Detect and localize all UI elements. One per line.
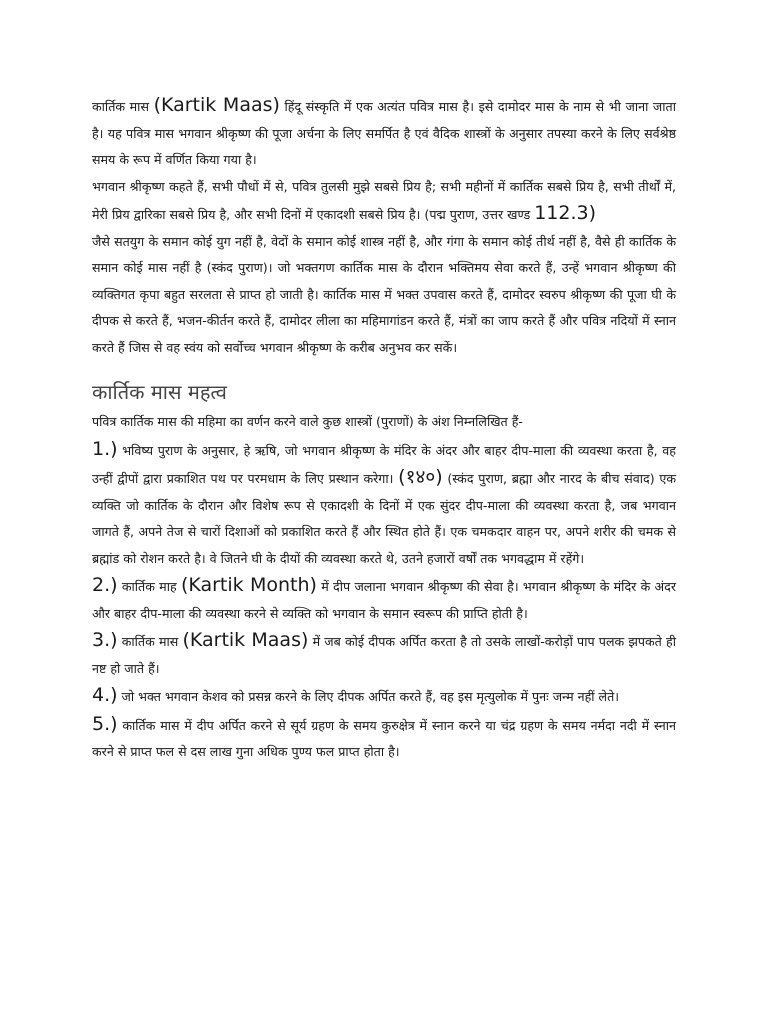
item-text: कार्तिक मास में दीप अर्पित करने से सूर्य ग्रहण के समय कुरुक्षेत्र में स्नान करने या चंद्र ग्रहण के समय नर्मदा नदी में स्नान करने से प्राप्त फल से दस लाख गुना अधिक पुण्य फल प्राप्त होता है। <box>92 717 676 759</box>
item-text: कार्तिक माह <box>117 579 181 594</box>
lead-text: पवित्र कार्तिक मास की महिमा का वर्णन करने वाले कुछ शास्त्रों (पुराणों) के अंश निम्नलिखित हैं- <box>92 414 523 429</box>
item-number: 4.) <box>92 684 118 706</box>
item-reference: (१४०) <box>398 466 443 488</box>
list-item <box>92 627 676 682</box>
section-lead <box>92 409 676 436</box>
latin-term: (Kartik Maas) <box>182 629 309 651</box>
intro-paragraph-1 <box>92 92 676 174</box>
intro-text: जैसे सतयुग के समान कोई युग नहीं है, वेदों के समान कोई शास्त्र नहीं है, और गंगा के समान कोई तीर्थ नहीं है, वैसे ही कार्तिक के समान कोई मास नहीं है (स्कंद पुराण)। जो भक्तगण कार्तिक मास के दौरान भक्तिमय सेवा करते हैं, उन्हें भगवान श्रीकृष्ण की व्यक्तिगत कृपा बहुत सरलता से प्राप्त हो जाती है। कार्तिक मास में भक्त उपवास करते हैं, दामोदर स्वरुप श्रीकृष्ण की पूजा घी के दीपक से करते हैं, भजन-कीर्तन करते हैं, दामोदर लीला का महिमागांडन करते हैं, मंत्रों का जाप करते हैं और पवित्र नदियों में स्नान करते हैं जिस से वह स्वंय को सर्वोच्च भगवान श्रीकृष्ण के करीब अनुभव कर सकें। <box>92 233 676 355</box>
item-number: 2.) <box>92 574 118 596</box>
item-text: कार्तिक मास <box>117 634 183 649</box>
item-text: भविष्य पुराण के अनुसार, हे ऋषि, जो भगवान श्रीकृष्ण के मंदिर के अंदर और बाहर दीप-माला की व्यवस्था करता है, वह उन्हीं द्वीपों द्वारा प्रकाशित पथ पर परमधाम के लिए प्रस्थान करेगा। <box>92 442 676 486</box>
section-heading: कार्तिक मास महत्व <box>92 380 227 404</box>
item-text: में जब कोई दीपक अर्पित करता है तो उसके लाखों-करोड़ों पाप पलक झपकते ही नष्ट हो जाते हैं। <box>92 634 676 676</box>
item-text: में दीप जलाना भगवान श्रीकृष्ण की सेवा है। भगवान श्रीकृष्ण के मंदिर के अंदर और बाहर दीप-माला की व्यवस्था करने से व्यक्ति को भगवान के समान स्वरूप की प्राप्ति होती है। <box>92 579 676 621</box>
list-item <box>92 711 676 766</box>
latin-term: (Kartik Maas) <box>153 94 280 116</box>
item-number: 1.) <box>92 437 118 460</box>
intro-paragraph-2 <box>92 174 676 229</box>
list-item <box>92 682 676 711</box>
intro-text: हिंदू संस्कृति में एक अत्यंत पवित्र मास है। इसे दामोदर मास के नाम से भी जाना जाता है। यह पवित्र मास भगवान श्रीकृष्ण की पूजा अर्चना के लिए समर्पित है एवं वैदिक शास्त्रों के अनुसार तपस्या करने के लिए सर्वश्रेष्ठ समय के रूप में वर्णित किया गया है। <box>92 99 676 167</box>
item-text: जो भक्त भगवान केशव को प्रसन्न करने के लिए दीपक अर्पित करते हैं, वह इस मृत्युलोक में पुनः जन्म नहीं लेते। <box>117 689 620 704</box>
intro-paragraph-3 <box>92 229 676 362</box>
verse-reference: 112.3) <box>534 202 596 224</box>
quote-text: भगवान श्रीकृष्ण कहते हैं, सभी पौधों में से, पवित्र तुलसी मुझे सबसे प्रिय है; सभी महीनों में कार्तिक सबसे प्रिय है, सभी तीर्थों में, मेरी प्रिय द्वारिका सबसे प्रिय है, और सभी दिनों में एकादशी सबसे प्रिय है। (पद्म पुराण, उत्तर खण्ड <box>92 178 676 222</box>
item-number: 3.) <box>92 629 118 651</box>
list-item <box>92 572 676 627</box>
item-text: (स्कंद पुराण, ब्रह्मा और नारद के बीच संवाद) एक व्यक्ति जो कार्तिक के दौरान और विशेष रूप से एकादशी के दिनों में एक सुंदर दीप-माला की व्यवस्था करता है, जब भगवान जागते हैं, अपने तेज से चारों दिशाओं को प्रकाशित करते हैं और स्थित होते हैं। एक चमकदार वाहन पर, अपने शरीर की चमक से ब्रह्मांड को रोशन करते है। वे जितने घी के दीयों की व्यवस्था करते थे, उतने हजारों वर्षों तक भगवद्धाम में रहेंगे। <box>92 471 676 566</box>
latin-term: (Kartik Month) <box>180 574 317 596</box>
item-number: 5.) <box>92 712 118 735</box>
list-item <box>92 436 676 573</box>
intro-text: कार्तिक मास <box>92 99 154 114</box>
